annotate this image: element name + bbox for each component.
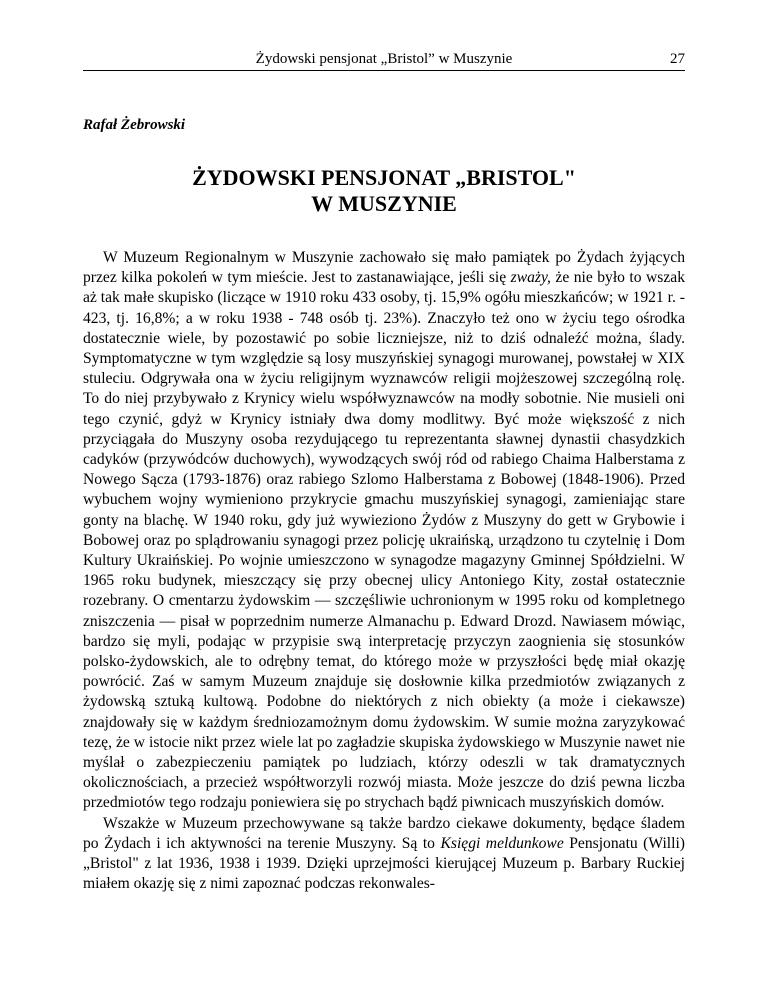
author-name: Rafał Żebrowski [83, 117, 186, 133]
paragraph-1-text-b: że nie było to wszak aż tak małe skupisko (liczące w 1910 roku 433 osoby, tj. 15,9% ogółu mieszkańców; w 1921 r. - 423, tj. 16,8%; a w roku 1938 - 748 osób tj. 23%). Znaczyło też ono w życiu tego ośrodka dostatecznie wiele, by pozostawić po sobie liczniejsze, niż to dziś odnaleźć można, ślady. Symptomatyczne w tym względzie są losy muszyńskiej synagogi murowanej, powstałej w XIX stuleciu. Odgrywała ona w życiu religijnym wyznawców religii mojżeszowej szczególną rolę. To do niej przybywało z Krynicy wielu współwyznawców na modły sobotnie. Nie musieli oni tego czynić, gdyż w Krynicy istniały dwa domy modlitwy. Być może większość z nich przyciągała do Muszyny osoba rezydującego tu reprezentanta sławnej dynastii chasydzkich cadyków (przywódców duchowych), wywodzących swój ród od rabiego Chaima Halberstama z Nowego Sącza (1793-1876) oraz rabiego Szlomo Halberstama z Bobowej (1848-1906). Przed wybuchem wojny wymieniono przykrycie gmachu muszyńskiej synagogi, zamieniając stare gonty na blachę. W 1940 roku, gdy już wywieziono Żydów z Muszyny do gett w Grybowie i Bobowej oraz po splądrowaniu synagogi przez policję ukraińską, urządzono tu czytelnię i Dom Kultury Ukraińskiej. Po wojnie umieszczono w synagodze magazyny Gminnej Spółdzielni. W 1965 roku budynek, mieszczący się przy obecnej ulicy Antoniego Kity, został ostatecznie rozebrany. O cmentarzu żydowskim — szczęśliwie uchronionym w 1995 roku od kompletnego zniszczenia — pisał w poprzednim numerze Almanachu p. Edward Drozd. Nawiasem mówiąc, bardzo się myli, podając w przypisie swą interpretację przyczyn zaognienia się stosunków polsko-żydowskich, ale to odrębny temat, do którego może w przyszłości będę miał okazję powrócić. Zaś w samym Muzeum znajduje się dosłownie kilka przedmiotów związanych z żydowską sztuką kultową. Podobne do niektórych z nich obiekty (a może i ciekawsze) znajdowały się w każdym średniozamożnym domu żydowskim. W sumie można zaryzykować tezę, że w istocie nikt przez wiele lat po zagładzie skupiska żydowskiego w Muszynie nawet nie myślał o zabezpieczeniu pamiątek po ludziach, którzy odeszli w tak dramatycznych okolicznościach, a przecież współtworzyli rozwój miasta. Może jeszcze do dziś pewna liczba przedmiotów tego rodzaju poniewiera się po strychach bądź piwnicach muszyńskich domów. [83, 269, 685, 812]
paragraph-1-italic: zważy, [510, 269, 551, 287]
paragraph-2 [83, 814, 685, 895]
article-body [83, 248, 685, 895]
page-number: 27 [670, 51, 685, 67]
paragraph-2-italic: Księgi meldunkowe [440, 834, 564, 852]
running-header [83, 48, 685, 71]
paragraph-1-text-a: W Muzeum Regionalnym w Muszynie zachowało się mało pamiątek po Żydach żyjących przez kilka pokoleń w tym mieście. Jest to zastanawiające, jeśli się [83, 249, 685, 287]
title-line-1: ŻYDOWSKI PENSJONAT „BRISTOL" [192, 165, 576, 190]
paragraph-2-text-a: Wszakże w Muzeum przechowywane są także bardzo ciekawe dokumenty, będące śladem po Żydach i ich aktywności na terenie Muszyny. Są to [83, 814, 685, 852]
running-title: Żydowski pensjonat „Bristol” w Muszynie [255, 51, 513, 67]
title-line-2: W MUSZYNIE [311, 191, 457, 216]
paragraph-2-text-b: Pensjonatu (Willi) „Bristol" z lat 1936, 1938 i 1939. Dzięki uprzejmości kierującej Muzeum p. Barbary Ruckiej miałem okazję się z nimi zapoznać podczas rekonwales- [83, 834, 685, 893]
paragraph-1 [83, 248, 685, 814]
article-title [83, 165, 685, 217]
